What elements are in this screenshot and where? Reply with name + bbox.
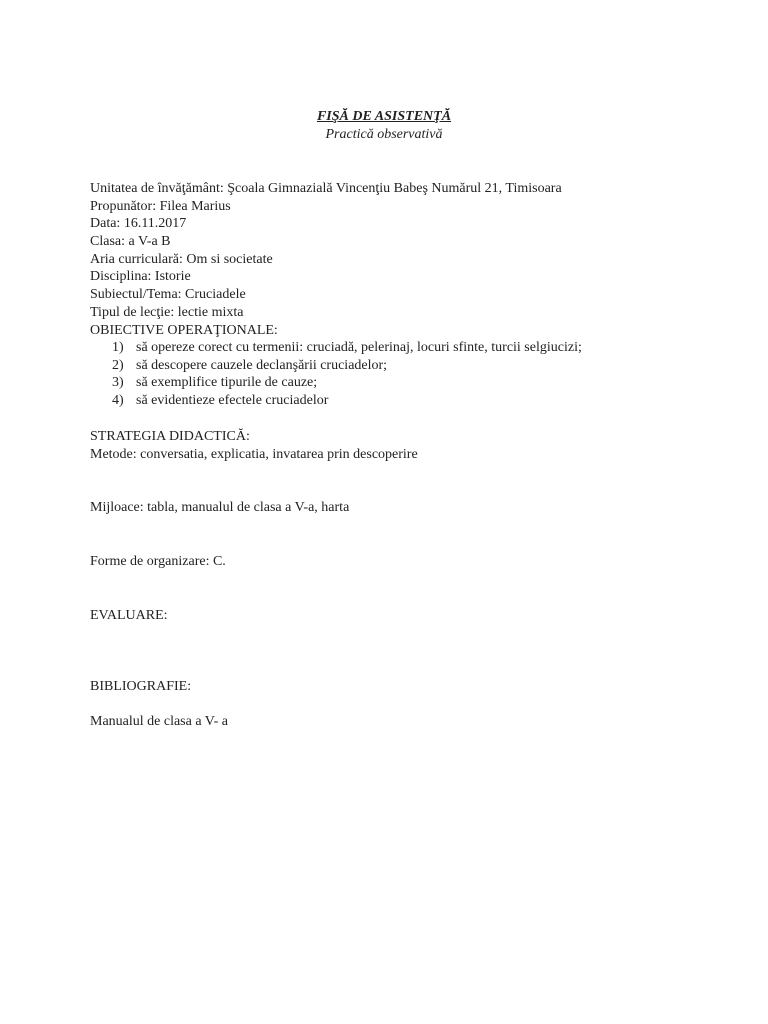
school-line: Unitatea de învăţământ: Şcoala Gimnazială Vincenţiu Babeş Numărul 21, Timisoara	[90, 181, 562, 196]
lesson-info	[90, 180, 730, 339]
curricular-area-line: Aria curriculară: Om si societate	[90, 251, 273, 267]
methods-line: Metode: conversatia, explicatia, invatarea prin descoperire	[90, 446, 418, 462]
resources-line: Mijloace: tabla, manualul de clasa a V-a, harta	[90, 500, 350, 515]
organization-line: Forme de organizare: C.	[90, 554, 226, 569]
strategy-section	[90, 428, 418, 463]
class-line: Clasa: a V-a B	[90, 234, 171, 250]
objectives-list	[90, 339, 710, 410]
list-item	[90, 374, 710, 392]
objective-text: să opereze corect cu termenii: cruciadă, pelerinaj, locuri sfinte, turcii selgiucizi;	[136, 340, 582, 355]
objectives-heading: OBIECTIVE OPERAŢIONALE:	[90, 322, 278, 338]
proposer-line: Propunător: Filea Marius	[90, 198, 231, 214]
date-line: Data: 16.11.2017	[90, 216, 187, 232]
discipline-line: Disciplina: Istorie	[90, 269, 191, 285]
objective-text: să evidentieze efectele cruciadelor	[136, 393, 329, 409]
strategy-heading: STRATEGIA DIDACTICĂ:	[90, 429, 250, 444]
objective-number: 2)	[112, 357, 124, 373]
document-subtitle: Practică observativă	[325, 127, 443, 142]
objective-text: să exemplifice tipurile de cauze;	[136, 375, 318, 391]
bibliography-heading: BIBLIOGRAFIE:	[90, 679, 192, 694]
document-title: FIŞĂ DE ASISTENŢĂ	[316, 109, 452, 124]
topic-line: Subiectul/Tema: Cruciadele	[90, 287, 246, 303]
list-item	[90, 339, 710, 357]
bibliography-entry: Manualul de clasa a V- a	[90, 714, 229, 729]
list-item	[90, 357, 710, 375]
list-item	[90, 392, 710, 410]
objective-number: 1)	[112, 340, 124, 355]
objective-number: 3)	[112, 375, 124, 391]
evaluation-heading: EVALUARE:	[90, 608, 168, 623]
lesson-type-line: Tipul de lecţie: lectie mixta	[90, 304, 244, 320]
objective-text: să descopere cauzele declanşării cruciadelor;	[136, 357, 388, 373]
objective-number: 4)	[112, 393, 124, 409]
